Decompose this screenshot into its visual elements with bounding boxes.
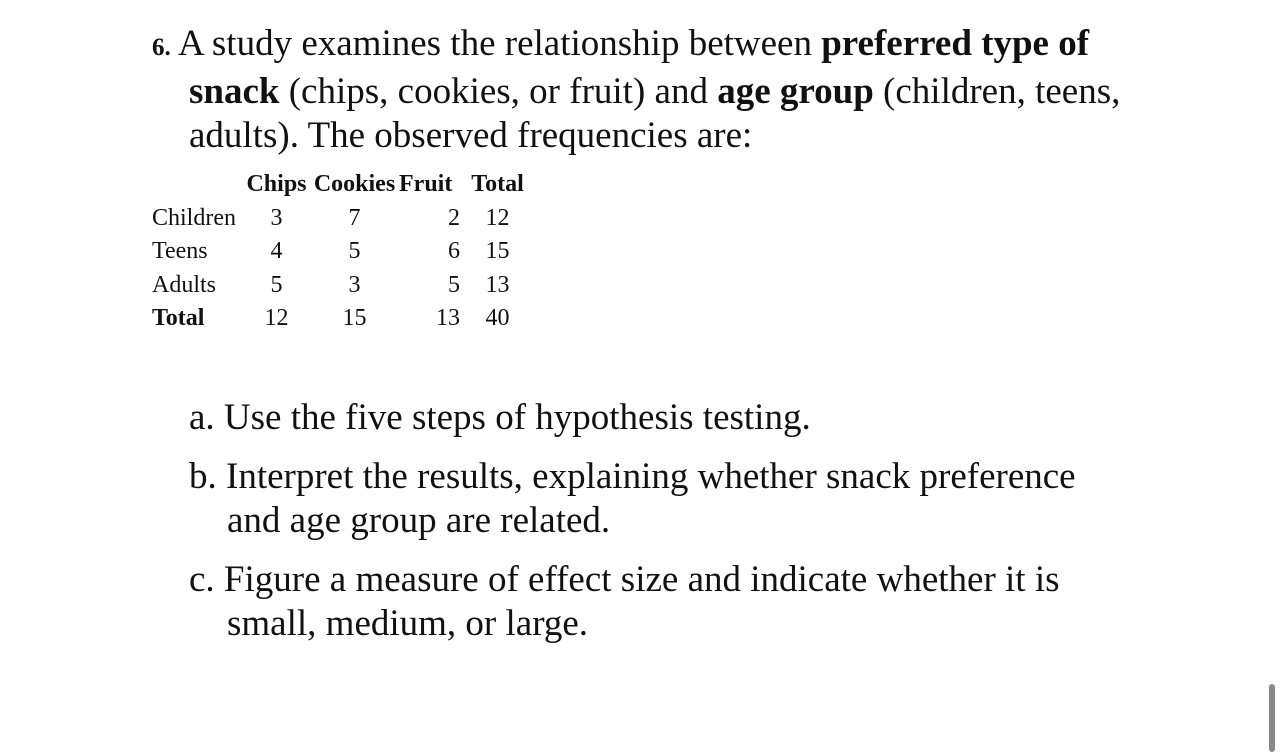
row-label-children: Children: [152, 204, 236, 231]
table-cell: 15: [342, 305, 367, 332]
table-row-total: [152, 302, 527, 336]
vertical-scrollbar[interactable]: [1269, 684, 1275, 752]
row-label-teens: Teens: [152, 238, 208, 265]
column-header-total: Total: [471, 171, 524, 198]
table-cell: 5: [348, 238, 361, 265]
row-label-total: Total: [152, 305, 205, 332]
table-cell: 4: [270, 238, 283, 265]
column-header-chips: Chips: [246, 171, 307, 198]
stem-variable-snack: preferred type of snack: [189, 23, 1090, 112]
table-cell: 7: [348, 204, 361, 231]
question-part-b: b. Interpret the results, explaining whether snack preference and age group are related.: [189, 456, 1076, 541]
table-row: [152, 235, 527, 269]
frequency-table: [152, 168, 527, 336]
table-cell: 3: [348, 271, 361, 298]
table-cell: 2: [448, 204, 460, 231]
table-cell: 13: [485, 271, 510, 298]
table-row: [152, 269, 527, 303]
column-header-cookies: Cookies: [313, 171, 396, 198]
table-cell: 3: [270, 204, 283, 231]
table-corner: [152, 168, 243, 202]
stem-text-3: (children, teens, adults). The observed frequencies are:: [189, 71, 1121, 156]
stem-variable-age: age group: [717, 71, 874, 112]
stem-text-2: (chips, cookies, or fruit) and: [279, 71, 718, 112]
table-cell: 40: [485, 305, 510, 332]
question-block: [152, 22, 1132, 158]
question-parts-list: [189, 396, 1119, 661]
table-cell: 13: [436, 305, 460, 332]
question-stem: [152, 22, 1132, 158]
question-part-a: a. Use the five steps of hypothesis testing.: [189, 397, 811, 438]
stem-text-1: A study examines the relationship between: [177, 23, 822, 64]
table-cell: 15: [485, 238, 510, 265]
table-header-row: [152, 168, 527, 202]
table-row: [152, 202, 527, 236]
table-cell: 5: [270, 271, 283, 298]
table-cell: 12: [264, 305, 289, 332]
table-cell: 6: [448, 238, 460, 265]
row-label-adults: Adults: [152, 271, 217, 298]
table-cell: 5: [448, 271, 460, 298]
table-cell: 12: [485, 204, 510, 231]
question-part-c: c. Figure a measure of effect size and indicate whether it is small, medium, or large.: [189, 559, 1060, 644]
column-header-fruit: Fruit: [399, 171, 453, 198]
question-number: 6.: [152, 34, 171, 61]
